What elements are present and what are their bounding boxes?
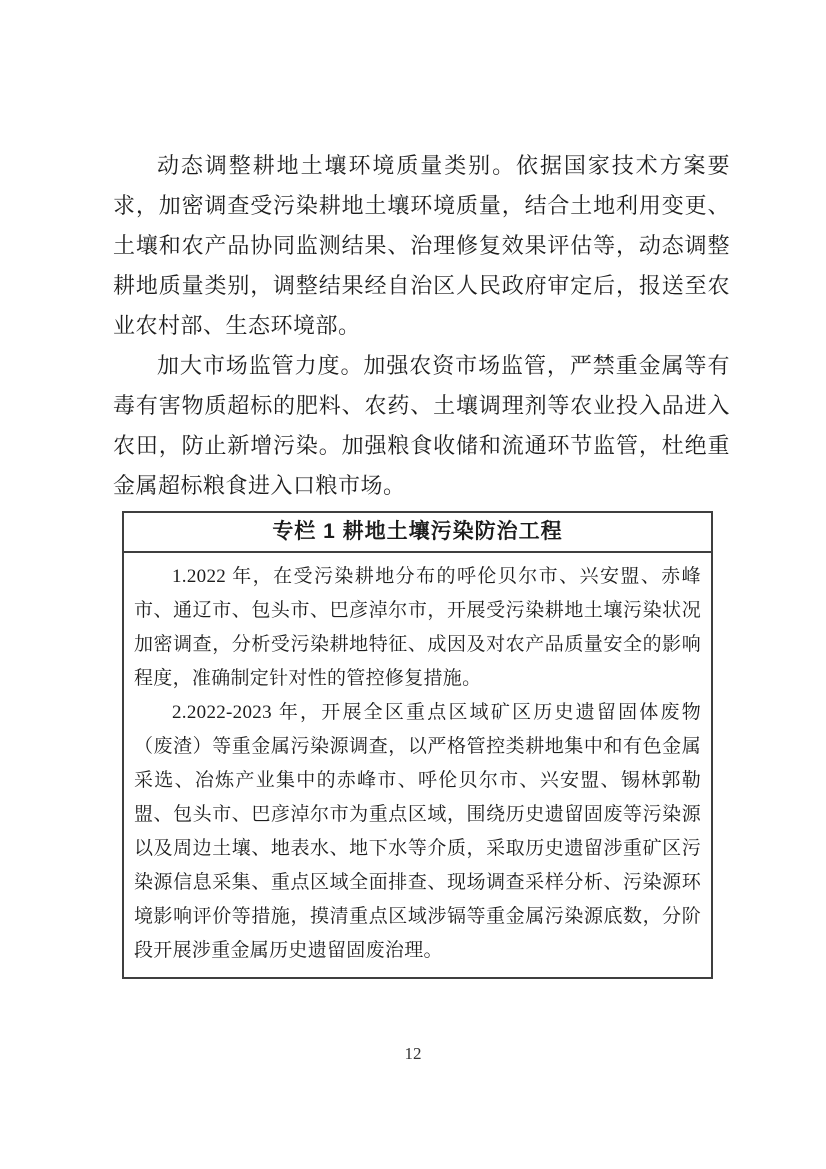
callout-box-body xyxy=(124,553,711,977)
body-paragraph-2: 加大市场监管力度。加强农资市场监管，严禁重金属等有毒有害物质超标的肥料、农药、土壤调理剂等农业投入品进入农田，防止新增污染。加强粮食收储和流通环节监管，杜绝重金属超标粮食进入口粮市场。 xyxy=(113,353,730,498)
callout-paragraph-1: 1.2022 年，在受污染耕地分布的呼伦贝尔市、兴安盟、赤峰市、通辽市、包头市、巴彦淖尔市，开展受污染耕地土壤污染状况加密调查，分析受污染耕地特征、成因及对农产品质量安全的影响程度，准确制定针对性的管控修复措施。 xyxy=(134,566,701,689)
body-paragraph-1: 动态调整耕地土壤环境质量类别。依据国家技术方案要求，加密调查受污染耕地土壤环境质量，结合土地利用变更、土壤和农产品协同监测结果、治理修复效果评估等，动态调整耕地质量类别，调整结果经自治区人民政府审定后，报送至农业农村部、生态环境部。 xyxy=(113,153,730,338)
page-number: 12 xyxy=(404,1044,422,1063)
callout-box-title: 专栏 1 耕地土壤污染防治工程 xyxy=(124,513,711,553)
callout-box xyxy=(122,511,713,979)
page-content xyxy=(113,146,730,979)
callout-paragraph-2: 2.2022-2023 年，开展全区重点区域矿区历史遗留固体废物（废渣）等重金属污染源调查，以严格管控类耕地集中和有色金属采选、冶炼产业集中的赤峰市、呼伦贝尔市、兴安盟、锡林郭勒盟、包头市、巴彦淖尔市为重点区域，围绕历史遗留固废等污染源以及周边土壤、地表水、地下水等介质，采取历史遗留涉重矿区污染源信息采集、重点区域全面排查、现场调查采样分析、污染源环境影响评价等措施，摸清重点区域涉镉等重金属污染源底数，分阶段开展涉重金属历史遗留固废治理。 xyxy=(134,702,701,961)
